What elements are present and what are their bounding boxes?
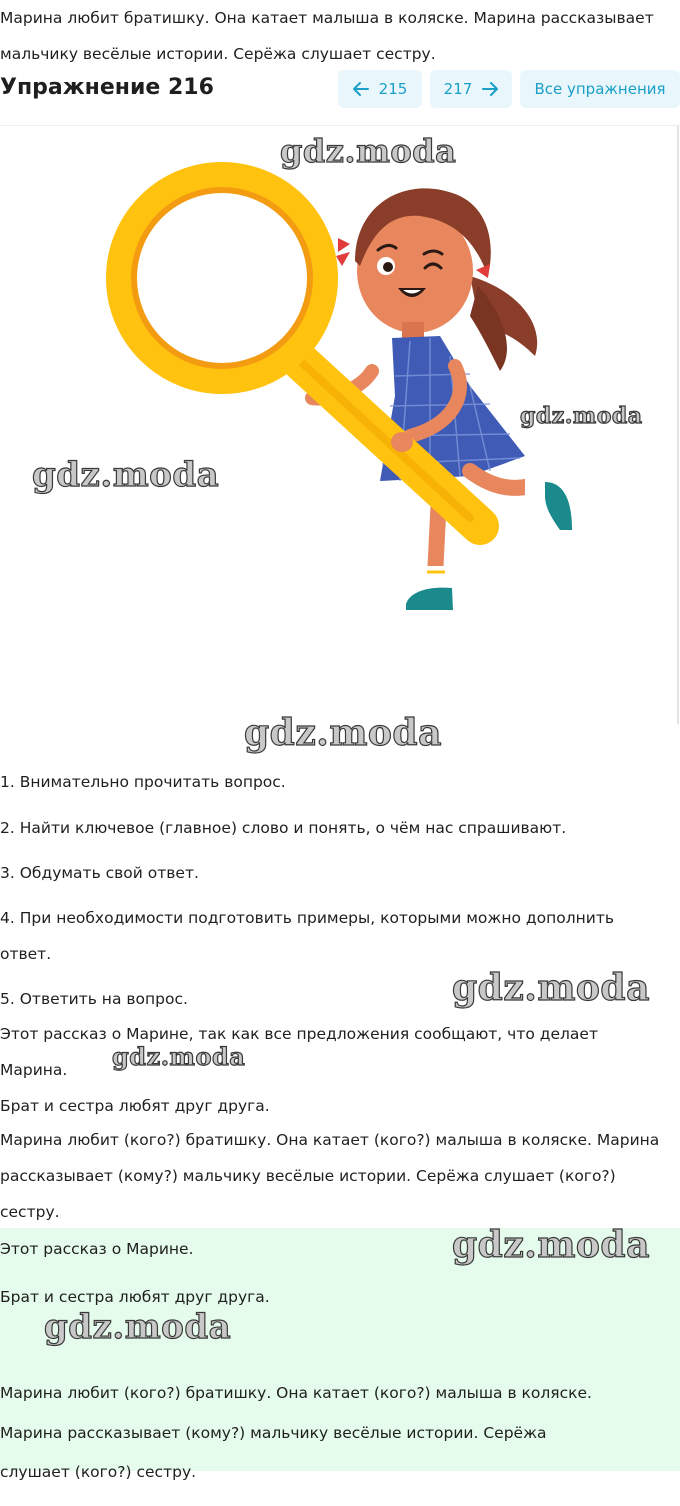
watermark-3: gdz.moda [32,455,220,495]
prev-exercise-button[interactable] [338,70,422,108]
next-exercise-label: 217 [443,80,473,98]
answer-line-1: Этот рассказ о Марине. [0,1240,194,1258]
watermark-6: gdz.moda [112,1042,246,1071]
arrow-left-icon [353,82,369,96]
explanation-line-2: Марина. [0,1061,68,1079]
all-exercises-label: Все упражнения [534,80,666,98]
all-exercises-button[interactable] [520,70,680,108]
watermark-4: gdz.moda [244,712,442,754]
explanation-line-3: Брат и сестра любят друг друга. [0,1097,270,1115]
next-exercise-button[interactable] [430,70,512,108]
explanation-line-4: Марина любит (кого?) братишку. Она катает (кого?) малыша в коляске. Марина [0,1131,660,1149]
watermark-2: gdz.moda [520,403,643,429]
watermark-5: gdz.moda [452,967,650,1009]
answer-line-5: слушает (кого?) сестру. [0,1463,197,1481]
answer-line-2: Брат и сестра любят друг друга. [0,1288,270,1306]
step-4-line-2: ответ. [0,945,52,963]
watermark-7: gdz.moda [452,1224,650,1266]
arrow-right-icon [482,82,498,96]
page-title: Упражнение 216 [0,75,214,100]
intro-line-2: мальчику весёлые истории. Серёжа слушает сестру. [0,45,436,63]
watermark-1: gdz.moda [280,132,457,170]
answer-line-3: Марина любит (кого?) братишку. Она катает (кого?) малыша в коляске. [0,1384,592,1402]
answer-line-4: Марина рассказывает (кому?) мальчику весёлые истории. Серёжа [0,1424,547,1442]
explanation-line-6: сестру. [0,1203,60,1221]
step-4-line-1: 4. При необходимости подготовить примеры, которыми можно дополнить [0,909,614,927]
step-3: 3. Обдумать свой ответ. [0,864,199,882]
step-1: 1. Внимательно прочитать вопрос. [0,773,286,791]
intro-line-1: Марина любит братишку. Она катает малыша в коляске. Марина рассказывает [0,9,654,27]
explanation-line-1: Этот рассказ о Марине, так как все предложения сообщают, что делает [0,1025,598,1043]
watermark-8: gdz.moda [44,1307,232,1347]
step-5: 5. Ответить на вопрос. [0,990,188,1008]
prev-exercise-label: 215 [378,80,408,98]
explanation-line-5: рассказывает (кому?) мальчику весёлые истории. Серёжа слушает (кого?) [0,1167,616,1185]
step-2: 2. Найти ключевое (главное) слово и понять, о чём нас спрашивают. [0,819,567,837]
